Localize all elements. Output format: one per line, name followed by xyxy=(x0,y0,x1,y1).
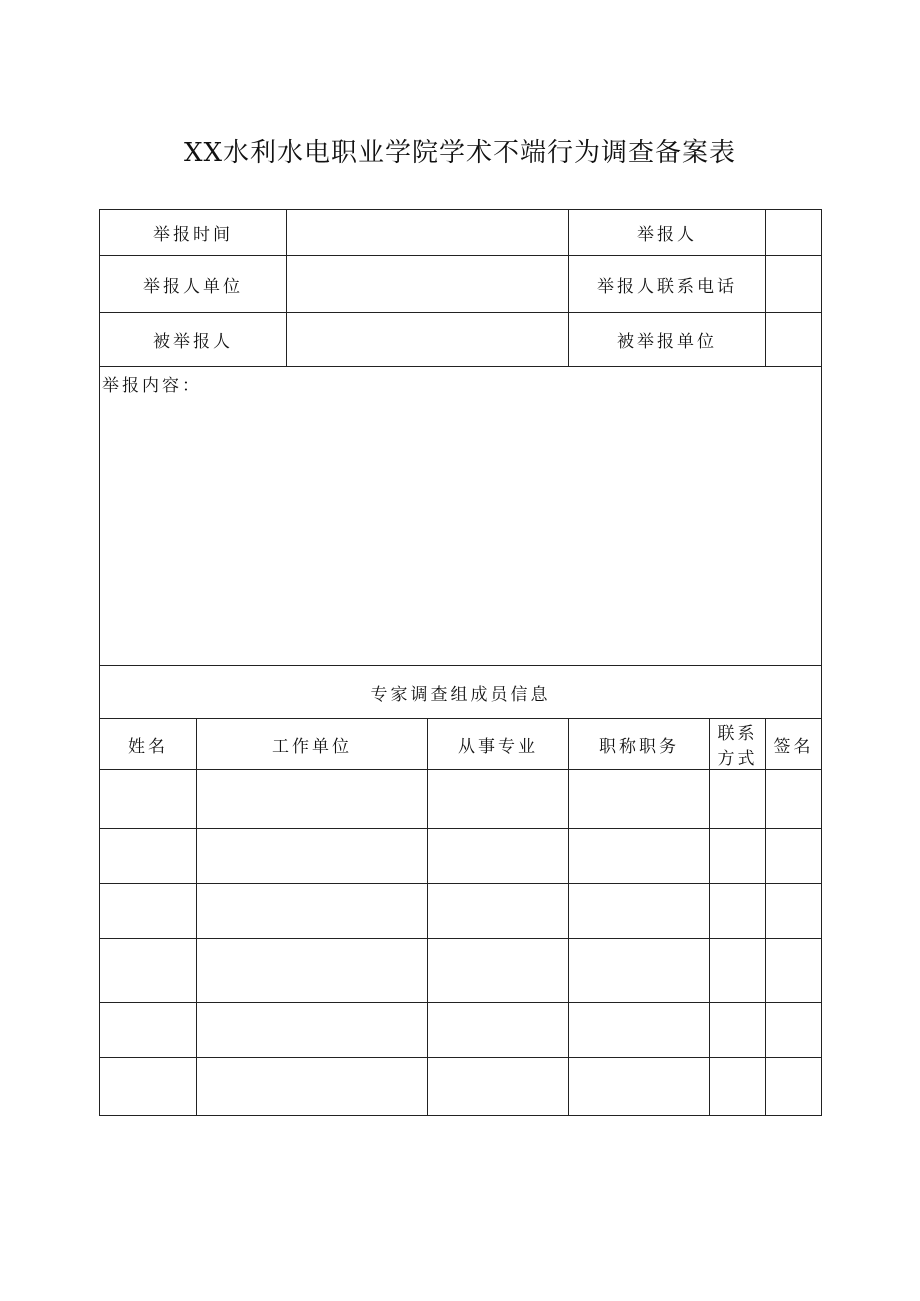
accused-label: 被举报人 xyxy=(100,313,287,367)
cell-contact[interactable] xyxy=(710,770,766,829)
cell-signature[interactable] xyxy=(766,770,822,829)
cell-specialty[interactable] xyxy=(428,1003,569,1058)
cell-work-unit[interactable] xyxy=(197,770,428,829)
cell-name[interactable] xyxy=(100,1003,197,1058)
table-row xyxy=(100,939,822,1003)
record-form-table xyxy=(99,209,822,1116)
cell-contact[interactable] xyxy=(710,1058,766,1116)
column-header-contact: 联系方式 xyxy=(710,719,766,770)
accused-unit-field[interactable] xyxy=(766,313,822,367)
reporter-phone-field[interactable] xyxy=(766,256,822,313)
column-header-work-unit: 工作单位 xyxy=(197,719,428,770)
cell-contact[interactable] xyxy=(710,939,766,1003)
report-time-label: 举报时间 xyxy=(100,210,287,256)
cell-name[interactable] xyxy=(100,939,197,1003)
cell-work-unit[interactable] xyxy=(197,884,428,939)
cell-specialty[interactable] xyxy=(428,770,569,829)
expert-section-title: 专家调查组成员信息 xyxy=(100,666,822,719)
document-title: XX水利水电职业学院学术不端行为调查备案表 xyxy=(183,138,737,168)
cell-signature[interactable] xyxy=(766,1003,822,1058)
cell-name[interactable] xyxy=(100,770,197,829)
cell-title-position[interactable] xyxy=(569,939,710,1003)
reporter-phone-label: 举报人联系电话 xyxy=(569,256,766,313)
report-content-label: 举报内容： xyxy=(102,376,202,396)
table-row xyxy=(100,1058,822,1116)
cell-title-position[interactable] xyxy=(569,884,710,939)
table-row xyxy=(100,770,822,829)
report-time-field[interactable] xyxy=(287,210,569,256)
cell-specialty[interactable] xyxy=(428,884,569,939)
reporter-field[interactable] xyxy=(766,210,822,256)
column-header-signature: 签名 xyxy=(766,719,822,770)
cell-title-position[interactable] xyxy=(569,1003,710,1058)
table-row xyxy=(100,1003,822,1058)
cell-work-unit[interactable] xyxy=(197,939,428,1003)
cell-specialty[interactable] xyxy=(428,1058,569,1116)
cell-work-unit[interactable] xyxy=(197,829,428,884)
expert-section-row xyxy=(100,666,822,719)
cell-specialty[interactable] xyxy=(428,939,569,1003)
accused-field[interactable] xyxy=(287,313,569,367)
report-row-2 xyxy=(100,256,822,313)
cell-signature[interactable] xyxy=(766,829,822,884)
cell-name[interactable] xyxy=(100,1058,197,1116)
report-row-3 xyxy=(100,313,822,367)
cell-work-unit[interactable] xyxy=(197,1003,428,1058)
table-row xyxy=(100,884,822,939)
cell-signature[interactable] xyxy=(766,1058,822,1116)
cell-title-position[interactable] xyxy=(569,770,710,829)
report-content-row xyxy=(100,367,822,666)
accused-unit-label: 被举报单位 xyxy=(569,313,766,367)
report-content-cell[interactable] xyxy=(100,367,822,666)
reporter-label: 举报人 xyxy=(569,210,766,256)
reporter-unit-field[interactable] xyxy=(287,256,569,313)
cell-signature[interactable] xyxy=(766,939,822,1003)
cell-signature[interactable] xyxy=(766,884,822,939)
cell-title-position[interactable] xyxy=(569,1058,710,1116)
column-header-title-position: 职称职务 xyxy=(569,719,710,770)
cell-contact[interactable] xyxy=(710,829,766,884)
report-row-1 xyxy=(100,210,822,256)
cell-contact[interactable] xyxy=(710,884,766,939)
table-row xyxy=(100,829,822,884)
reporter-unit-label: 举报人单位 xyxy=(100,256,287,313)
column-header-name: 姓名 xyxy=(100,719,197,770)
cell-contact[interactable] xyxy=(710,1003,766,1058)
cell-title-position[interactable] xyxy=(569,829,710,884)
cell-name[interactable] xyxy=(100,829,197,884)
cell-specialty[interactable] xyxy=(428,829,569,884)
expert-header-row xyxy=(100,719,822,770)
cell-name[interactable] xyxy=(100,884,197,939)
cell-work-unit[interactable] xyxy=(197,1058,428,1116)
column-header-specialty: 从事专业 xyxy=(428,719,569,770)
